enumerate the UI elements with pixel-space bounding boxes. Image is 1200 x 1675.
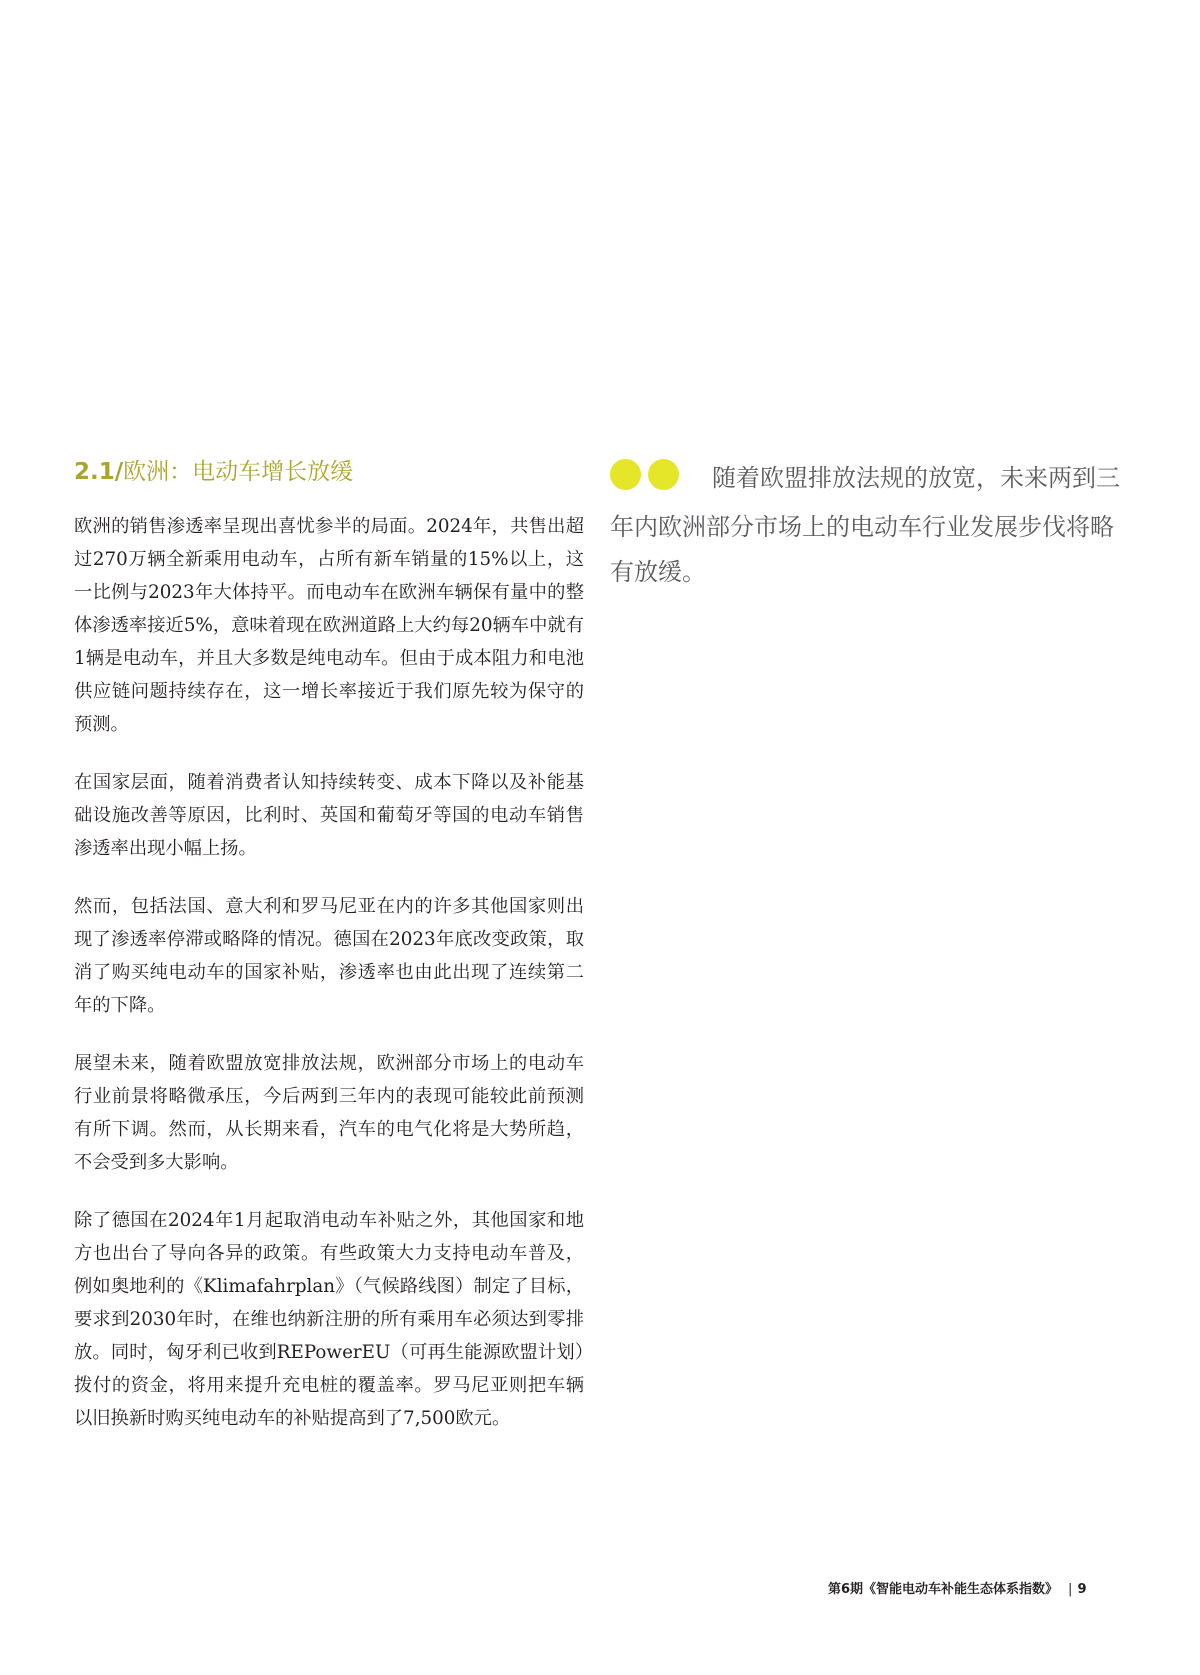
section-title: 欧洲：电动车增长放缓 bbox=[123, 459, 354, 485]
pull-quote bbox=[610, 456, 1125, 595]
quote-dot-icon bbox=[610, 459, 641, 490]
quote-dots-icon bbox=[610, 459, 686, 505]
body-paragraph-3: 然而，包括法国、意大利和罗马尼亚在内的许多其他国家则出现了渗透率停滞或略降的情况。德国在2023年底改变政策，取消了购买纯电动车的国家补贴，渗透率也由此出现了连续第二年的下降。 bbox=[74, 896, 584, 1016]
body-paragraph-5: 除了德国在2024年1月起取消电动车补贴之外，其他国家和地方也出台了导向各异的政策。有些政策大力支持电动车普及，例如奥地利的《Klimafahrplan》（气候路线图）制定了目标，要求到2030年时，在维也纳新注册的所有乘用车必须达到零排放。同时，匈牙利已收到REPowerEU（可再生能源欧盟计划）拨付的资金，将用来提升充电桩的覆盖率。罗马尼亚则把车辆以旧换新时购买纯电动车的补贴提高到了7,500欧元。 bbox=[74, 1210, 584, 1429]
page-footer bbox=[828, 1581, 1086, 1599]
pull-quote-text: 随着欧盟排放法规的放宽，未来两到三年内欧洲部分市场上的电动车行业发展步伐将略有放缓。 bbox=[610, 464, 1120, 586]
section-number: 2.1/ bbox=[74, 459, 124, 485]
body-paragraph-4: 展望未来，随着欧盟放宽排放法规，欧洲部分市场上的电动车行业前景将略微承压，今后两到三年内的表现可能较此前预测有所下调。然而，从长期来看，汽车的电气化将是大势所趋，不会受到多大影响。 bbox=[74, 1053, 584, 1173]
body-paragraph-2: 在国家层面，随着消费者认知持续转变、成本下降以及补能基础设施改善等原因，比利时、英国和葡萄牙等国的电动车销售渗透率出现小幅上扬。 bbox=[74, 772, 584, 859]
page-number: 9 bbox=[1077, 1582, 1087, 1597]
section-heading bbox=[74, 457, 353, 487]
body-column bbox=[74, 510, 584, 1460]
body-paragraph-1: 欧洲的销售渗透率呈现出喜忧参半的局面。2024年，共售出超过270万辆全新乘用电动车，占所有新车销量的15%以上，这一比例与2023年大体持平。而电动车在欧洲车辆保有量中的整体渗透率接近5%，意味着现在欧洲道路上大约每20辆车中就有1辆是电动车，并且大多数是纯电动车。但由于成本阻力和电池供应链问题持续存在，这一增长率接近于我们原先较为保守的预测。 bbox=[74, 516, 584, 735]
publication-title: 第6期《智能电动车补能生态体系指数》 bbox=[828, 1582, 1059, 1597]
footer-separator: | bbox=[1068, 1582, 1073, 1597]
quote-dot-icon bbox=[648, 459, 679, 490]
